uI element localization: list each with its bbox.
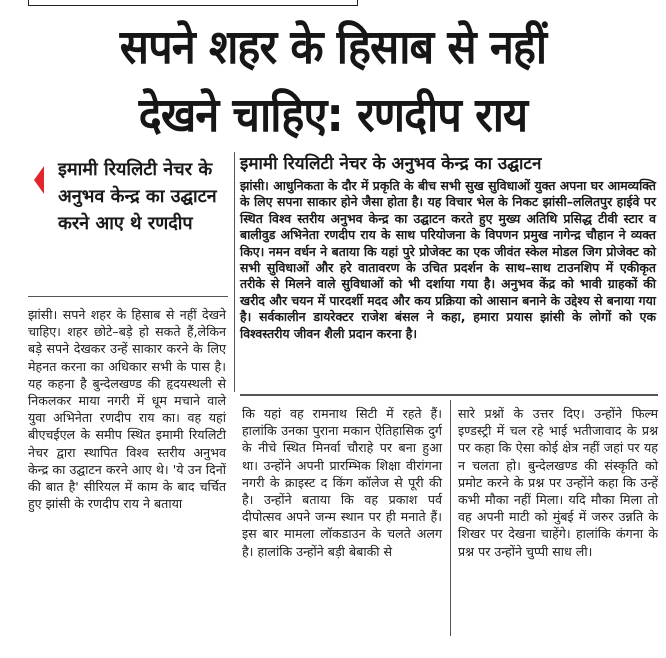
lead-body: झांसी। आधुनिकता के दौर में प्रकृति के बीच सभी सुख सुविधाओं युक्त अपना घर आमव्यक्ति के लिए सपना साकार होने जैसा होता है। यह विचार भेल के निकट झांसी–ललितपुर हाईवे पर स्थित विश्व स्तरीय अनुभव केन्द्र का उद्घाटन करते हुए मुख्य अतिथि प्रसिद्ध टीवी स्टार व बालीवुड अभिनेता रणदीप राय के साथ परियोजना के विपणन प्रमुख नागेन्द्र चौहान ने व्यक्त किए। नमन वर्धन ने बताया कि यहां पुरे प्रोजेक्ट का एक जीवंत स्केल मोडल जिग प्रोजेक्ट को सभी सुविधाओं और हरे वातावरण के उचित प्रदर्शन के साथ–साथ टाउनशिप में एकीकृत तरीके से मिलने वाले सुविधाओं को भी दर्शाया गया है। अनुभव केंद्र को भावी ग्राहकों की खरीद और चयन में पारदर्शी मदद और कय प्रक्रिया को आसान बनाने के उद्देश्य से बनाया गया है। सर्वकालीन डायरेक्टर राजेश बंसल ने कहा, हमारा प्रयास झांसी के लोगों को एक विश्वस्तरीय जीवन शैली प्रदान करना है।: [240, 178, 656, 341]
vertical-divider: [234, 152, 235, 392]
lead-heading: इमामी रियलिटी नेचर के अनुभव केन्द्र का उद्घाटन: [240, 154, 542, 174]
column-divider: [450, 400, 451, 636]
article-column-2: कि यहां वह रामनाथ सिटी में रहते हैं। हालांकि उनका पुराना मकान ऐतिहासिक दुर्ग के नीचे स्थित मिनर्वा चौराहे पर बना हुआ था। उन्होंने अपनी प्रारम्भिक शिक्षा वीरांगना नगरी के क्राइस्ट द किंग कॉलेज से पूरी की है। उन्होंने बताया कि वह प्रकाश पर्व दीपोत्सव अपने जन्म स्थान पर ही मनाते हैं। इस बार मामला लॉकडाउन के चलते अलग है। हालांकि उन्होंने बड़ी बेबाकी से: [242, 406, 442, 559]
article-column-1: झांसी। सपने शहर के हिसाब से नहीं देखने चाहिए। शहर छोटे–बड़े हो सकते हैं,लेकिन बड़े सपने देखकर उन्हें साकार करने के लिए मेहनत करना का अधिकार सभी के पास है। यह कहना है बुन्देलखण्ड की हृदयस्थली से निकलकर माया नगरी में धूम मचाने वाले युवा अभिनेता रणदीप राय का। वह यहां बीएचईएल के समीप स्थित इमामी रियलिटी नेचर द्वारा स्थापित विश्व स्तरीय अनुभव केन्द्र का उद्घाटन करने आए थे। 'ये उन दिनों की बात है' सीरियल में काम के बाद चर्चित हुए झांसी के रणदीप राय ने बताया: [28, 307, 226, 512]
sidebar-subheading: इमामी रियलिटी नेचर के अनुभव केन्द्र का उद्घाटन करने आए थे रणदीप: [58, 159, 217, 234]
sidebar-divider: [28, 296, 228, 297]
headline-line-2: देखने चाहिए: रणदीप राय: [138, 88, 528, 143]
lead-bottom-divider: [240, 394, 658, 396]
previous-article-border: [28, 0, 358, 6]
headline-line-1: सपने शहर के हिसाब से नहीं: [119, 20, 547, 75]
red-arrow-marker: [34, 166, 44, 194]
article-column-3: सारे प्रश्नों के उत्तर दिए। उन्होंने फिल्म इण्डस्ट्री में चल रहे भाई भतीजावाद के प्रश्न पर कहा कि ऐसा कोई क्षेत्र नहीं जहां पर यह न चलता हो। बुन्देलखण्ड की संस्कृति को प्रमोट करने के प्रश्न पर उन्होंने कहा कि उन्हें कभी मौका नहीं मिला। यदि मौका मिला तो वह अपनी माटी को मुंबई में जरुर उन्नति के शिखर पर देखना चाहेंगे। हालांकि कंगना के प्रश्न पर उन्होंने चुप्पी साध ली।: [458, 406, 658, 559]
